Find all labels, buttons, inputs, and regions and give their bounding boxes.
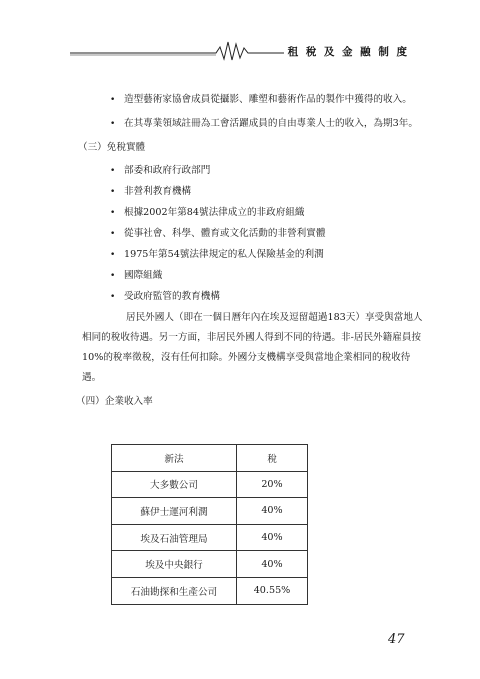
foreign-residents-paragraph: 居民外國人（即在一個日曆年內在埃及逗留超過183天）享受與當地人相同的稅收待遇。另一方面，非居民外國人得到不同的待遇。非-居民外籍雇員按10%的稅率徵稅，沒有任何扣除。外國分支機構享受與當地企業相同的稅收待遇。	[82, 312, 423, 383]
table-cell-rate: 20%	[237, 471, 308, 498]
table-cell-entity: 蘇伊士運河利潤	[112, 498, 237, 525]
table-cell-rate: 40%	[237, 551, 308, 578]
chapter-title: 租 稅 及 金 融 制 度	[287, 46, 409, 58]
table-cell-entity: 石油勘探和生產公司	[112, 577, 237, 604]
table-row	[112, 524, 308, 551]
table-cell-rate: 40%	[237, 498, 308, 525]
list-item: • 1975年第54號法律規定的私人保險基金的利潤	[78, 245, 423, 265]
table-row	[112, 471, 308, 498]
table-cell-entity: 埃及中央銀行	[112, 551, 237, 578]
table-cell-entity: 大多數公司	[112, 471, 237, 498]
list-item: • 從事社會、科學、體育或文化活動的非營利實體	[78, 224, 423, 244]
list-item: • 在其專業領域註冊為工會活躍成員的自由專業人士的收入，為期3年。	[78, 114, 423, 134]
list-item: • 非營利教育機構	[78, 182, 423, 202]
list-item: • 受政府監管的教育機構	[78, 287, 423, 307]
section-heading-exempt-entities: （三）免稅實體	[78, 142, 146, 153]
table-cell-entity: 埃及石油管理局	[112, 524, 237, 551]
column-header-law: 新法	[112, 445, 237, 472]
page-number: 47	[388, 632, 405, 647]
list-item: • 國際組織	[78, 266, 423, 286]
table-row	[112, 551, 308, 578]
page-header	[70, 38, 415, 64]
table-cell-rate: 40%	[237, 524, 308, 551]
table-header-row	[112, 445, 308, 472]
table-row	[112, 577, 308, 604]
corporate-tax-rate-table	[111, 444, 308, 605]
page-body	[78, 90, 423, 415]
list-item: • 造型藝術家協會成員從攝影、雕塑和藝術作品的製作中獲得的收入。	[78, 90, 423, 110]
section-heading-corporate-income-rate: （四）企業收入率	[76, 396, 153, 407]
column-header-tax: 稅	[237, 445, 308, 472]
table-cell-rate: 40.55%	[237, 577, 308, 604]
list-item: • 根據2002年第84號法律成立的非政府組織	[78, 203, 423, 223]
table-row	[112, 498, 308, 525]
list-item: • 部委和政府行政部門	[78, 161, 423, 181]
